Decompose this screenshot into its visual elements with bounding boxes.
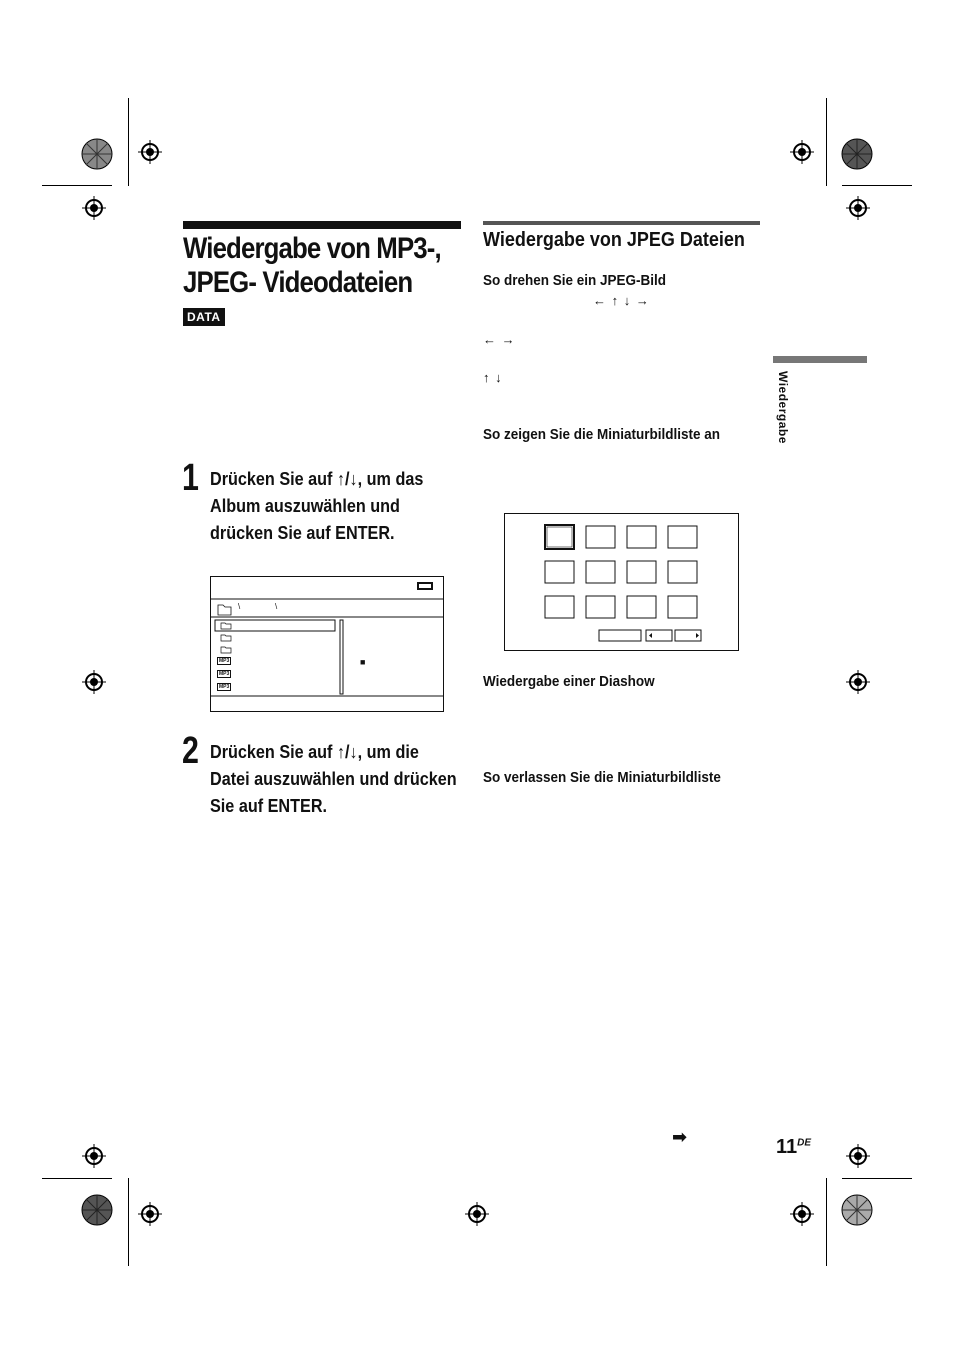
path-separator: \ <box>275 602 278 611</box>
crop-line <box>128 98 129 186</box>
slideshow-heading: Wiedergabe einer Diashow <box>483 673 655 690</box>
registration-mark-icon <box>82 196 106 220</box>
title-rule <box>183 221 461 229</box>
registration-mark-icon <box>790 140 814 164</box>
color-target-icon <box>81 1194 113 1226</box>
mp3-file-icon: MP3 <box>219 658 230 664</box>
crop-line <box>842 185 912 186</box>
crop-line <box>42 185 112 186</box>
side-tab-label: Wiedergabe <box>776 371 790 444</box>
crop-line <box>826 1178 827 1266</box>
color-target-icon <box>841 1194 873 1226</box>
thumbnail-list-screen <box>504 513 739 651</box>
path-separator: \ <box>238 602 241 611</box>
thumbnail-heading: So zeigen Sie die Miniaturbildliste an <box>483 426 721 443</box>
step-1-number: 1 <box>182 457 199 499</box>
mp3-file-icon: MP3 <box>219 684 230 690</box>
page-title-line-1: Wiedergabe von MP3-, <box>183 232 441 265</box>
thumbnail-grid-illustration <box>505 514 737 649</box>
page-number <box>776 1136 811 1159</box>
registration-mark-icon <box>465 1202 489 1226</box>
page-number-value: 11 <box>776 1136 798 1158</box>
mp3-file-icon: MP3 <box>219 671 230 677</box>
side-tab-bar <box>773 356 867 363</box>
exit-thumbnail-heading: So verlassen Sie die Miniaturbildliste <box>483 769 721 786</box>
crop-line <box>128 1178 129 1266</box>
up-down-arrows-icon: ↑ ↓ <box>483 370 503 385</box>
registration-mark-icon <box>846 1144 870 1168</box>
registration-mark-icon <box>846 196 870 220</box>
crop-line <box>826 98 827 186</box>
crop-line <box>42 1178 112 1179</box>
left-right-arrows-icon: ← → <box>483 332 516 347</box>
color-target-icon <box>841 138 873 170</box>
registration-mark-icon <box>846 670 870 694</box>
section-rule <box>483 221 760 225</box>
page-title-line-2: JPEG- Videodateien <box>183 266 413 299</box>
page-number-suffix: DE <box>797 1137 812 1149</box>
registration-mark-icon <box>82 1144 106 1168</box>
page-title <box>183 232 441 300</box>
registration-mark-icon <box>138 1202 162 1226</box>
data-badge: DATA <box>183 308 225 326</box>
rotate-arrows-icon: ← ↑ ↓ → <box>593 293 650 308</box>
rotate-heading: So drehen Sie ein JPEG-Bild <box>483 272 667 289</box>
step-2-text: Drücken Sie auf ↑/↓, um die Datei auszuwählen und drücken Sie auf ENTER. <box>210 742 457 816</box>
step-2-number: 2 <box>182 730 199 772</box>
registration-mark-icon <box>138 140 162 164</box>
color-target-icon <box>81 138 113 170</box>
file-browser-illustration <box>211 577 443 711</box>
registration-mark-icon <box>82 670 106 694</box>
stop-icon: ■ <box>360 657 366 667</box>
file-browser-screen <box>210 576 444 712</box>
registration-mark-icon <box>790 1202 814 1226</box>
continue-arrow-icon: ➡ <box>672 1127 688 1147</box>
crop-line <box>842 1178 912 1179</box>
jpeg-section-title: Wiedergabe von JPEG Dateien <box>483 229 745 251</box>
step-1-text: Drücken Sie auf ↑/↓, um das Album auszuwählen und drücken Sie auf ENTER. <box>210 469 424 543</box>
